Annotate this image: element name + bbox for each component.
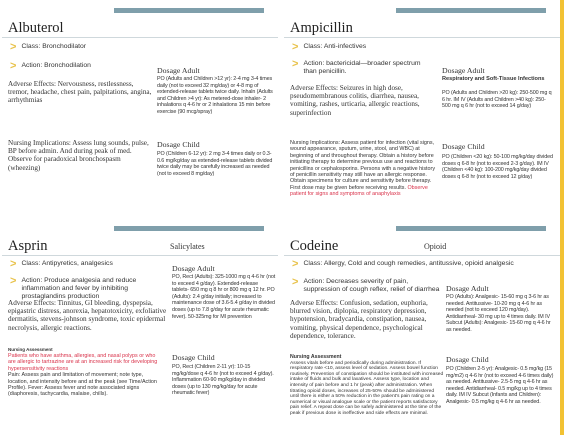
arrow-icon: > <box>10 258 17 270</box>
nursing-heading: Nursing Assessment <box>8 347 53 352</box>
nursing-warning: Patients who have asthma, allergies, and nasal polyps or who are allergic to tartrazine are at an increased risk for developing hypersensitivity reactions <box>8 353 158 372</box>
dosage-child-heading: Dosage Child <box>442 142 485 151</box>
divider <box>284 255 560 256</box>
adverse-effects: Adverse Effects: Seizures in high dose, pseudomembranous colitis, diarrhea, nausea, vomiting, rashes, urticaria, allergic reactions, superinfection <box>290 84 420 117</box>
class-text: Class: Antipyretics, analgesics <box>21 260 113 267</box>
accent-bar <box>114 8 264 13</box>
asprin-card <box>2 220 278 433</box>
dosage-adult-subheading: Respiratory and Soft-Tissue Infections <box>442 76 545 82</box>
codeine-card <box>284 220 560 433</box>
nursing-implications <box>290 140 440 198</box>
action-bullet <box>292 60 434 76</box>
dosage-adult-text: PO, Rect (Adults): 325-1000 mg q 4-6 hr (not to exceed 4 g/day). Extended-release tablets- 650 mg q 8 hr or 800 mg q 12 hr. PO (Adults): 2.4 g/day initially; increased to maintenance dose of 3.6-5.4 g/day in divided doses (up to 7.8 g/day for acute rheumatic fever). 50-325mg for MI prevention <box>172 274 276 320</box>
drug-title: Codeine <box>290 238 339 254</box>
action-bullet <box>292 278 442 294</box>
action-text: Action: Bronchodilation <box>21 62 91 69</box>
class-bullet <box>292 260 554 268</box>
divider <box>2 255 278 256</box>
action-text: Action: bactericidal—broader spectrum than penicillin. <box>303 60 421 75</box>
dosage-adult-heading: Dosage Adult <box>446 284 489 293</box>
accent-bar <box>114 226 264 231</box>
dosage-child-text: PO (Children <20 kg): 50-100 mg/kg/day divided doses q 6-8 hr (not to exceed 2-3 g/day). IM IV (Children <40 kg): 100-200 mg/kg/day divided doses q 6-8 hr (not to exceed 12 g/day) <box>442 154 553 180</box>
nursing-text: Pain: Assess pain and limitation of movement; note type, location, and intensity before and at the peak (see Time/Action Profile). Fever: Assess fever and note associated signs (diaphoresis, tachycardia, malaise, chills). <box>8 372 157 398</box>
arrow-icon: > <box>292 258 299 270</box>
arrow-icon: > <box>10 60 17 72</box>
arrow-icon: > <box>10 41 17 53</box>
class-text: Class: Anti-infectives <box>303 43 367 50</box>
ampicillin-card <box>284 2 560 215</box>
nursing-warning: Observe patient for signs and symptoms of anaphylaxis <box>290 184 428 198</box>
class-bullet <box>10 43 140 51</box>
accent-bar <box>396 8 546 13</box>
nursing-text: Assess vitals before and periodically during administration. If respiratory rate <10, assess level of sedation. Assess bowel function routinely. Prevention of constipation should be instituted with increased intake of fluids and bulk and laxatives. Assess type, location and intensity of pain before and 1 hr (peak) after administration. When titrating opioid doses, increases of 25-50% should be administered until there is either a 50% reduction in the patient's pain rating on a numerical or visual analogue scale or the patient reports satisfactory pain relief. A repeat dose can be safely administered at the time of the peak if previous dose is ineffective and side effects are minimal. <box>290 360 444 416</box>
dosage-adult-heading: Dosage Adult <box>157 66 200 75</box>
nursing-heading: Nursing Assessment <box>290 354 342 360</box>
page-edge-stripe <box>560 0 564 435</box>
class-bullet <box>10 260 150 268</box>
drug-title: Albuterol <box>8 20 64 36</box>
action-bullet <box>10 62 140 70</box>
drug-title: Asprin <box>8 238 48 254</box>
adverse-effects: Adverse Effects: Tinnitus, GI bleeding, dyspepsia, epigastric distress, anorexia, hepatotoxicity, exfoliative dermatitis, stevens-johnson syndrome, toxic epidermal necrolysis, allergic reactions. <box>8 299 167 332</box>
drug-subtitle: Salicylates <box>170 242 205 251</box>
nursing-assessment <box>290 355 444 417</box>
dosage-adult-heading: Dosage Adult <box>442 66 485 75</box>
action-text: Action: Decreases severity of pain, suppression of cough reflex, relief of diarrhea <box>303 278 440 293</box>
dosage-child-text: PO (Children 6-12 yr): 2 mg 3-4 times daily or 0.3-0.6 mg/kg/day as extended-release tablets divided twice daily may be carefully increased as needed (not to exceed 8 mg/day) <box>157 151 273 177</box>
dosage-adult-heading: Dosage Adult <box>172 264 215 273</box>
divider <box>2 37 278 38</box>
class-bullet <box>292 43 422 51</box>
class-text: Class: Allergy, Cold and cough remedies, antitussive, opioid analgesic <box>303 260 514 267</box>
dosage-child-heading: Dosage Child <box>157 140 200 149</box>
nursing-assessment <box>8 347 164 398</box>
arrow-icon: > <box>292 41 299 53</box>
dosage-adult-text: PO (Adults and Children >20 kg): 250-500 mg q 6 hr. IM IV (Adults and Children >40 kg): 250-500 mg q 6 hr (not to exceed 14 g/day) <box>442 90 552 110</box>
dosage-child-text: PO (Children 2-5 yr): Analgesic- 0.5 mg/kg (15 mg/m2) q 4-6 hr (not to exceed 4-6 times daily) as needed. Antitussive- 2.5-5 mg q 4-6 hr as needed. Antidiarrheal- 0.5 mg/kg up to 4 times daily. IM IV Subcut (Infants and Children): Analgesic- 0.5 mg/kg q 4-6 hr as needed. <box>446 366 554 405</box>
action-text: Action: Produce analgesia and reduce inflammation and fever by inhibiting prostaglandins production <box>21 277 137 300</box>
dosage-adult-text: PO (Adults and Children >12 yr): 2-4 mg 3-4 times daily (not to exceed 32 mg/day) or 4-8 mg of extended-release tablets twice daily. Inhaln (Adults and Children >4 yr): As metered-dose inhaler- 2 inhalations q 4-6 hr or 2 inhalations 15 min before exercise (90 mcg/spray) <box>157 76 273 115</box>
dosage-child-heading: Dosage Child <box>446 355 489 364</box>
dosage-child-text: PO, Rect (Children 2-11 yr): 10-15 mg/kg/dose q 4-6 hr (not to exceed 4 g/day). Inflammation 60-90 mg/kg/day in divided doses (up to 130 mg/kg/day for acute rheumatic fever) <box>172 364 274 397</box>
arrow-icon: > <box>292 58 299 70</box>
drug-subtitle: Opioid <box>424 242 447 251</box>
adverse-effects: Adverse Effects: Confusion, sedation, euphoria, blurred vision, diplopia, respiratory depression, hypotension, bradycardia, constipation, nausea, vomiting, physical dependence, psychological dependence, tolerance. <box>290 299 428 340</box>
class-text: Class: Bronchodilator <box>21 43 87 50</box>
albuterol-card <box>2 2 278 215</box>
nursing-text: Nursing Implications: Assess patient for infection (vital signs, wound appearance, sputum, urine, stool, and WBC) at beginning of and throughout therapy. Obtain a history before initiating therapy to determine previous use and reactions to penicillins or cephalosporins. Persons with a negative history of penicillin sensitivity may still have an allergic response. Obtain specimens for culture and sensitivity before therapy. First dose may be given before receiving results. <box>290 140 436 191</box>
adverse-effects: Adverse Effects: Nervousness, restlessness, tremor, headache, chest pain, palpitations, angina, arrhythmias <box>8 80 152 105</box>
dosage-child-heading: Dosage Child <box>172 353 215 362</box>
divider <box>284 37 560 38</box>
accent-bar <box>396 226 546 231</box>
dosage-adult-text: PO (Adults): Analgesic- 15-60 mg q 3-6 hr as needed. Antitussive- 10-20 mg q 4-6 hr as needed (not to exceed 120 mg/day). Antidiarrheal- 30 mg up to 4 times daily. IM IV Subcut (Adults): Analgesic- 15-60 mg q 4-6 hr as needed. <box>446 294 551 333</box>
arrow-icon: > <box>10 275 17 287</box>
nursing-implications: Nursing Implications: Assess lung sounds, pulse, BP before admin. And during peak of med. Observe for paradoxical bronchospasm (wheezing) <box>8 139 149 172</box>
action-bullet <box>10 277 165 301</box>
drug-title: Ampicillin <box>290 20 353 36</box>
arrow-icon: > <box>292 276 299 288</box>
